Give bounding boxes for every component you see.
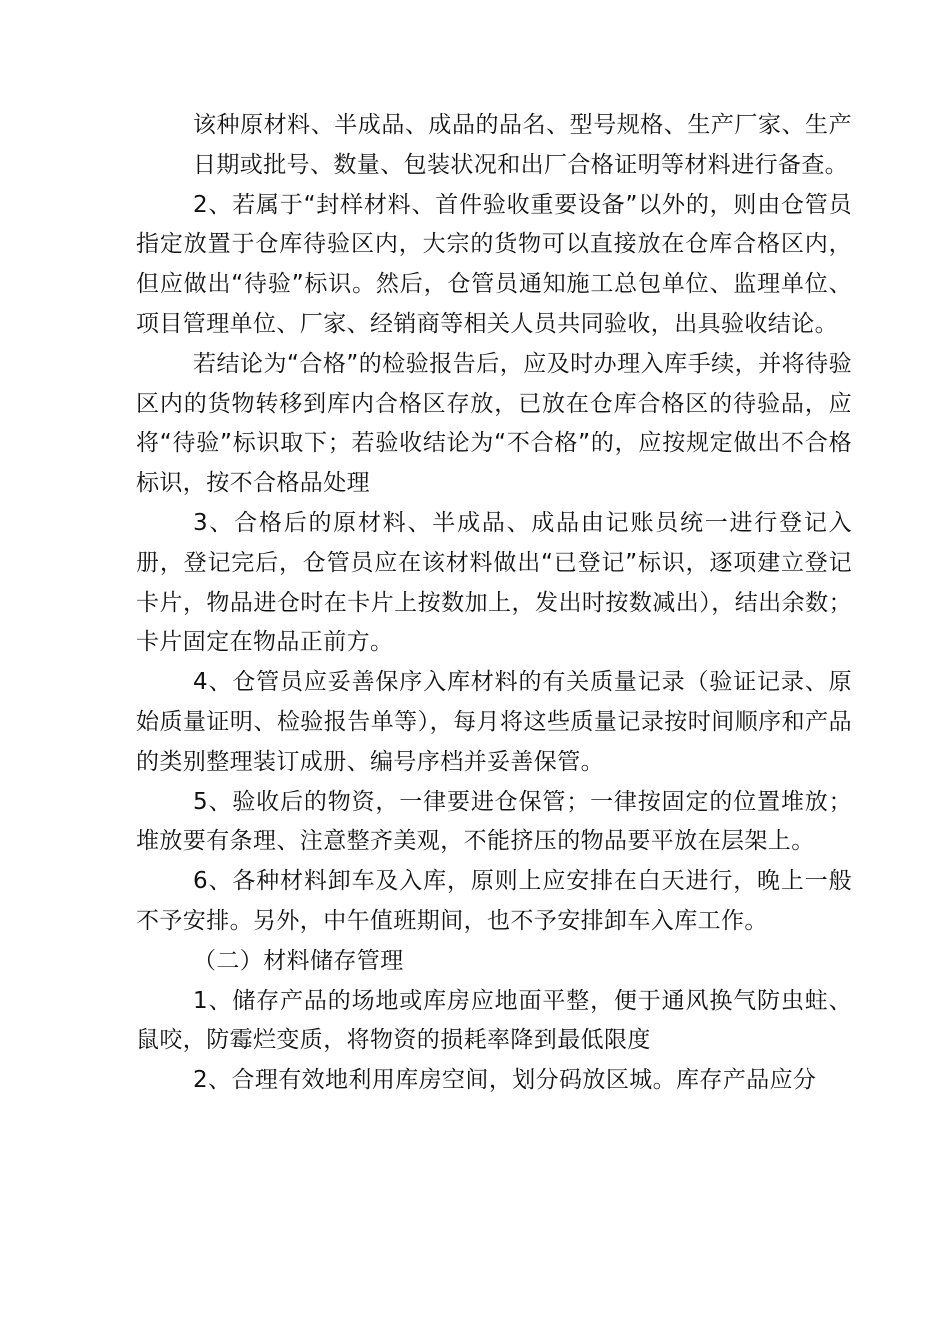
paragraph-item-3: 3、合格后的原材料、半成品、成品由记账员统一进行登记入册，登记完后，仓管员应在该材料做出“已登记”标识，逐项建立登记卡片，物品进仓时在卡片上按数加上，发出时按数减出），结出余数；卡片固定在物品正前方。: [136, 509, 852, 656]
paragraph-continued: 该种原材料、半成品、成品的品名、型号规格、生产厂家、生产日期或批号、数量、包装状况和出厂合格证明等材料进行备查。: [193, 112, 852, 178]
paragraph-storage-2: 2、合理有效地利用库房空间，划分码放区城。库存产品应分: [193, 1067, 817, 1094]
paragraph-item-4: 4、仓管员应妥善保序入库材料的有关质量记录（验证记录、原始质量证明、检验报告单等），每月将这些质量记录按时间顺序和产品的类别整理装订成册、编号序档并妥善保管。: [136, 669, 852, 775]
section-heading: （二）材料储存管理: [193, 947, 404, 974]
paragraph-item-6: 6、各种材料卸车及入库，原则上应安排在白天进行，晚上一般不予安排。另外，中午值班期间，也不予安排卸车入库工作。: [136, 868, 852, 934]
document-body: [136, 106, 852, 1101]
paragraph-result: 若结论为“合格”的检验报告后，应及时办理入库手续，并将待验区内的货物转移到库内合格区存放，已放在仓库合格区的待验品，应将“待验”标识取下；若验收结论为“不合格”的，应按规定做出不合格标识，按不合格品处理: [136, 350, 852, 497]
paragraph-item-5: 5、验收后的物资，一律要进仓保管；一律按固定的位置堆放；堆放要有条理、注意整齐美观，不能挤压的物品要平放在层架上。: [136, 788, 852, 855]
paragraph-storage-1: 1、储存产品的场地或库房应地面平整，便于通风换气防虫蛀、鼠咬，防霉烂变质，将物资的损耗率降到最低限度: [136, 987, 852, 1054]
paragraph-item-2: 2、若属于“封样材料、首件验收重要设备”以外的，则由仓管员指定放置于仓库待验区内，大宗的货物可以直接放在仓库合格区内，但应做出“待验”标识。然后，仓管员通知施工总包单位、监理单位、项目管理单位、厂家、经销商等相关人员共同验收，出具验收结论。: [136, 191, 852, 337]
